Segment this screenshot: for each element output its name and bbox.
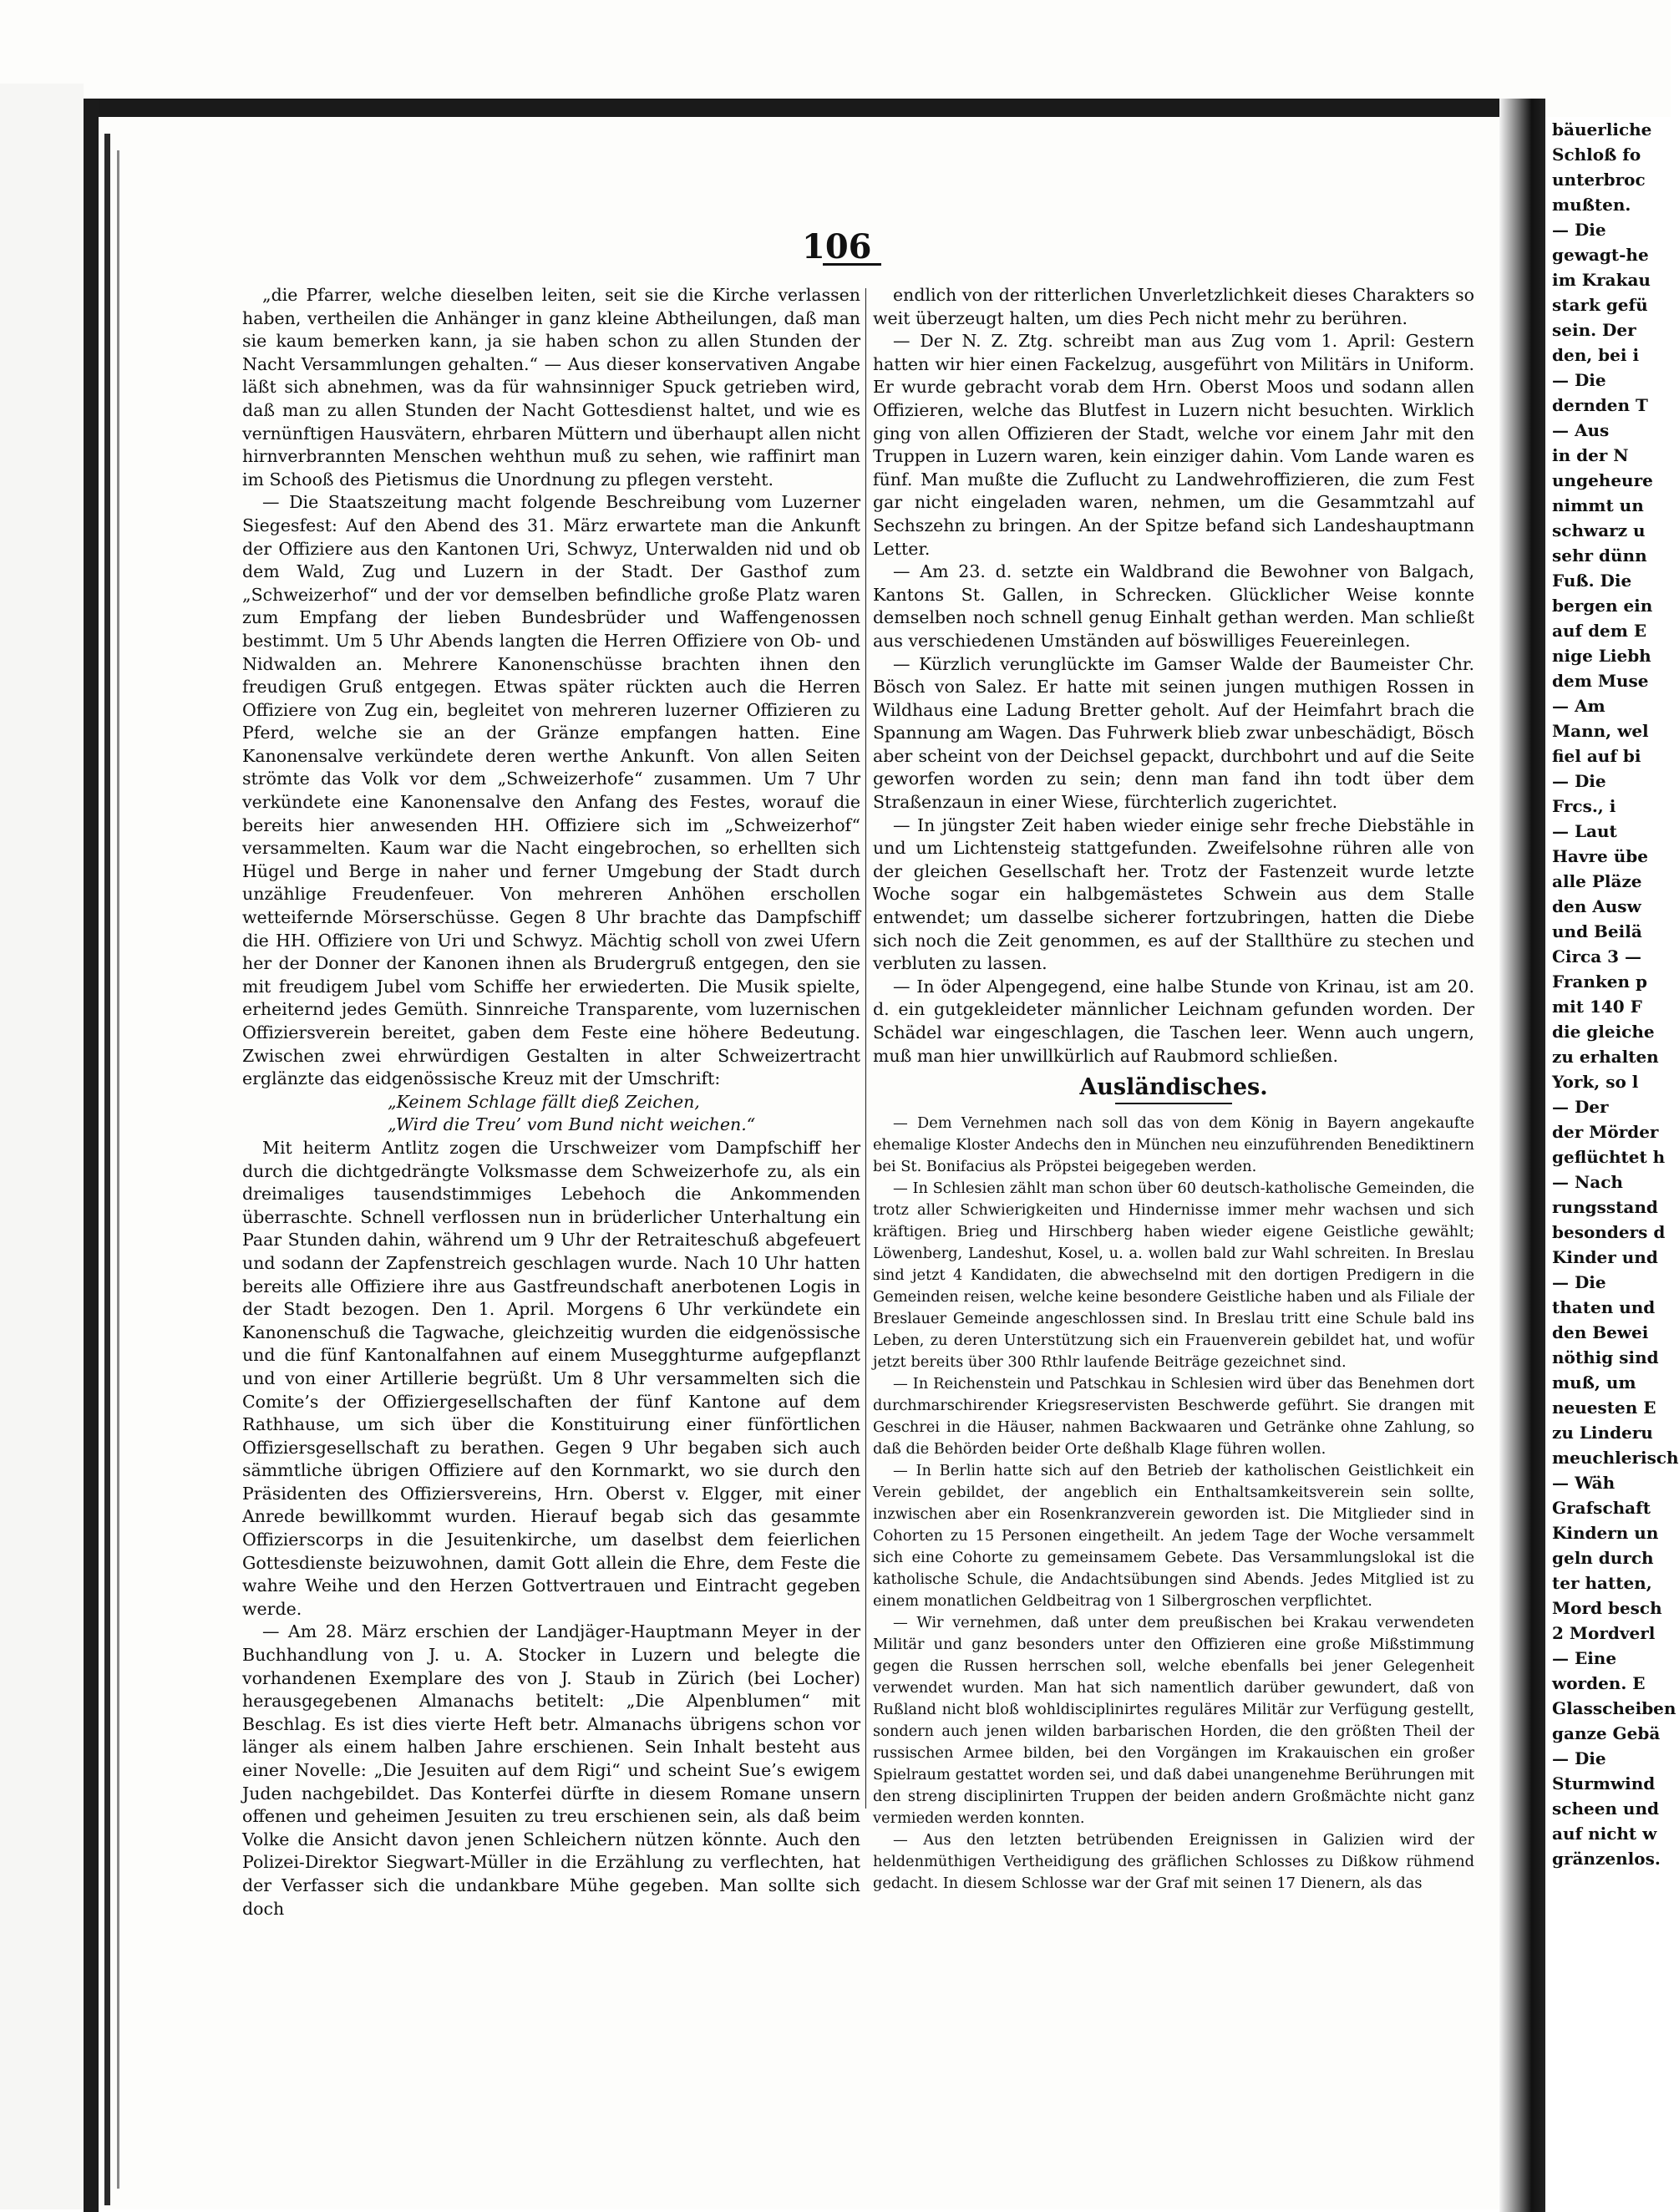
right-page-line: Fuß. Die — [1552, 571, 1632, 591]
right-page-line: thaten und — [1552, 1297, 1656, 1317]
right-page-line: — Die — [1552, 220, 1606, 240]
right-page-line: geflüchtet h — [1552, 1147, 1666, 1167]
right-page-line: unterbroc — [1552, 170, 1646, 190]
right-page-line: Mord besch — [1552, 1598, 1662, 1618]
right-page-line: — Die — [1552, 370, 1606, 390]
paragraph: — Die Staatszeitung macht folgende Beschreibung vom Luzerner Siegesfest: Auf den Abend des 31. März erwartete man die Ankunft der Offiziere aus den Kantonen Uri, Schwyz, Unterwalden nid und ob dem Wald, Zug und Luzern in der Stadt. Der Gasthof zum „Schweizerhof“ und der vor demselben befindliche große Platz waren zum Empfang der lieben Bundesbrüder und Waffengenossen bestimmt. Um 5 Uhr Abends langten die Herren Offiziere von Ob- und Nidwalden an. Mehrere Kanonenschüsse brachten ihnen den freudigen Gruß entgegen. Etwas später rückten auch die Herren Offiziere von Zug ein, begleitet von mehreren luzerner Offizieren zu Pferd, welche sie an der Gränze empfangen hatten. Eine Kanonensalve verkündete deren werthe Ankunft. Von allen Seiten strömte das Volk vor dem „Schweizerhofe“ zusammen. Um 7 Uhr verkündete eine Kanonensalve den Anfang des Festes, worauf die bereits hier anwesenden HH. Offiziere sich im „Schweizerhof“ versammelten. Kaum war die Nacht eingebrochen, so erhellten sich Hügel und Berge in naher und ferner Umgebung der Stadt durch unzählige Freudenfeuer. Von mehreren Anhöhen erschollen wetteifernde Mörserschüsse. Gegen 8 Uhr brachte das Dampfschiff die HH. Offiziere von Uri und Schwyz. Mächtig scholl von zwei Ufern her der Donner der Kanonen ihnen als Brudergruß entgegen, den sie mit freudigem Jubel vom Schiffe her erwiederten. Die Musik spielte, erheiternd jedes Gemüth. Sinnreiche Transparente, vom luzernischen Offiziersverein bereitet, gaben dem Feste eine höhere Bedeutung. Zwischen zwei ehrwürdigen Gestalten in alter Schweizertracht erglänzte das eidgenössische Kreuz mit der Umschrift: — [242, 492, 860, 1089]
right-page-line: ungeheure — [1552, 470, 1653, 490]
right-page-line: zu Linderu — [1552, 1423, 1653, 1443]
paragraph: — In öder Alpengegend, eine halbe Stunde von Krinau, ist am 20. d. ein gutgekleideter männlicher Leichnam gefunden worden. Der Schädel war eingeschlagen, die Taschen leer. Wenn auch ungern, muß man hier unwillkürlich auf Raubmord schließen. — [873, 976, 1474, 1066]
right-page-line: Kindern un — [1552, 1523, 1659, 1543]
right-page-line: alle Pläze — [1552, 871, 1642, 891]
right-page-line: York, so l — [1552, 1072, 1639, 1092]
right-page-line: ganze Gebä — [1552, 1723, 1661, 1743]
book-gutter — [1499, 99, 1545, 2212]
right-page-line: Frcs., i — [1552, 796, 1616, 816]
right-page-line: bäuerliche — [1552, 119, 1652, 140]
section-rule — [1115, 1103, 1232, 1104]
paragraph: — Am 23. d. setzte ein Waldbrand die Bewohner von Balgach, Kantons St. Gallen, in Schrecken. Glücklicher Weise konnte demselben noch schnell genug Einhalt gethan werden. Man schließt aus verschiedenen Umständen auf böswilliges Feuereinlegen. — [873, 561, 1474, 651]
right-page-line: Grafschaft — [1552, 1498, 1651, 1518]
right-page-line: — Der — [1552, 1097, 1609, 1117]
paragraph: — Wir vernehmen, daß unter dem preußischen bei Krakau verwendeten Militär und ganz besonders unter den Offizieren eine große Mißstimmung gegen die Russen herrschen soll, welche ebenfalls bei jener Gelegenheit verwendet wurden. Man hat sich namentlich darüber gewundert, daß von Rußland nicht bloß wohldisciplinirtes reguläres Militär zur Verfügung gestellt, sondern auch jenen wilden barbarischen Horden, die den größten Theil der russischen Armee bilden, bei den Vorgängen im Krakauischen ein großer Spielraum gestattet worden sei, und daß dabei unangenehme Berührungen mit den streng disciplinirten Truppen der beiden andern Großmächte nicht ganz vermieden werden konnten. — [873, 1613, 1474, 1827]
right-page-line: den Bewei — [1552, 1322, 1649, 1342]
right-page-line: in der N — [1552, 445, 1629, 465]
page-edge-line — [117, 150, 119, 2189]
right-page-line: bergen ein — [1552, 596, 1653, 616]
right-page-line: im Krakau — [1552, 270, 1651, 290]
right-page-line: nige Liebh — [1552, 646, 1651, 666]
verse-line: „Wird die Treu’ vom Bund nicht weichen.“ — [388, 1114, 756, 1135]
paragraph: — Aus den letzten betrübenden Ereignissen in Galizien wird der heldenmüthigen Vertheidigung des gräflichen Schlosses zu Dißkow rühmend gedacht. In diesem Schlosse war der Graf mit seinen 17 Dienern, als das — [873, 1830, 1474, 1892]
right-page-line: zu erhalten — [1552, 1047, 1659, 1067]
right-page-line: 2 Mordverl — [1552, 1623, 1656, 1643]
right-page-line: fiel auf bi — [1552, 746, 1641, 766]
right-page-line: Glasscheiben — [1552, 1698, 1676, 1718]
column-right — [873, 284, 1474, 1905]
paragraph: endlich von der ritterlichen Unverletzlichkeit dieses Charakters so weit überzeugt halten, um dies Pech nicht mehr zu berühren. — [873, 285, 1474, 328]
verse-line: „Keinem Schlage fällt dieß Zeichen, — [388, 1091, 700, 1112]
right-page-line: auf dem E — [1552, 621, 1647, 641]
right-page-line: Sturmwind — [1552, 1773, 1656, 1793]
right-page-line: Circa 3 — — [1552, 946, 1642, 966]
right-page-line: der Mörder — [1552, 1122, 1659, 1142]
paragraph: — Am 28. März erschien der Landjäger-Hauptmann Meyer in der Buchhandlung von J. u. A. Stocker in Luzern und belegte die vorhandenen Exemplare des von J. Staub in Zürich (bei Locher) herausgegebenen Almanachs betitelt: „Die Alpenblumen“ mit Beschlag. Es ist dies vierte Heft betr. Almanachs übrigens schon vor länger als einem halben Jahre erschienen. Sein Inhalt besteht aus einer Novelle: „Die Jesuiten auf dem Rigi“ und scheint Sue’s ewigem Juden nachgebildet. Das Konterfei dürfte in diesem Romane unsern offenen und geheimen Jesuiten zu treu erschienen sein, als daß beim Volke die Ansicht davon jenen Schleichern nützen könnte. Auch den Polizei-Direktor Siegwart-Müller in die Erzählung zu verflechten, hat der Verfasser sich die undankbare Mühe gegeben. Man sollte sich doch — [242, 1621, 860, 1919]
right-page-line: rungsstand — [1552, 1197, 1658, 1217]
right-page-line: auf nicht w — [1552, 1824, 1657, 1844]
paragraph: — Dem Vernehmen nach soll das von dem König in Bayern angekaufte ehemalige Kloster Andechs den in München neu einzuführenden Benediktinern bei St. Bonifacius als Pröpstei beigegeben werden. — [873, 1114, 1474, 1175]
right-page-line: — Am — [1552, 696, 1605, 716]
right-page-line: muß, um — [1552, 1372, 1636, 1393]
right-page-line: den, bei i — [1552, 345, 1640, 365]
right-page-line: sein. Der — [1552, 320, 1636, 340]
right-page-line: — Laut — [1552, 821, 1617, 841]
right-page-line: Kinder und — [1552, 1247, 1658, 1267]
paragraph: „die Pfarrer, welche dieselben leiten, seit sie die Kirche verlassen haben, vertheilen die Anhänger in ganz kleine Abtheilungen, daß man sie kaum bemerken kann, ja sie haben schon zu allen Stunden der Nacht Versammlungen gehalten.“ — Aus dieser konservativen Angabe läßt sich abnehmen, was da für wahnsinniger Spuck getrieben wird, daß man zu allen Stunden der Nacht Gottesdienst haltet, und wie es vernünftigen Hausvätern, ehrbaren Müttern und überhaupt allen nicht hirnverbrannten Menschen wehthun muß zu sehen, wie raffinirt man im Schooß des Pietismus die Unordnung zu pflegen versteht. — [242, 285, 860, 490]
right-page-line: gränzenlos. — [1552, 1849, 1661, 1869]
paragraph: — Der N. Z. Ztg. schreibt man aus Zug vom 1. April: Gestern hatten wir hier einen Fackelzug, ausgeführt von Militärs in Uniform. Er wurde gebracht vorab dem Hrn. Oberst Moos und sodann allen Offizieren, welche das Blutfest in Luzern nicht besuchten. Wirklich ging von allen Offizieren der Stadt, welche vor einem Jahr mit den Truppen in Luzern waren, kein einziger dahin. Vom Lande waren es fünf. Man mußte die Zuflucht zu Landwehroffizieren, die zum Fest gar nicht eingeladen waren, nehmen, um die Gesammtzahl auf Sechszehn zu bringen. An der Spitze befand sich Landeshauptmann Letter. — [873, 331, 1474, 559]
right-page-line: mit 140 F — [1552, 997, 1642, 1017]
right-page-line: meuchlerisch — [1552, 1448, 1679, 1468]
right-page-line: Franken p — [1552, 972, 1647, 992]
right-page-lines — [1545, 117, 1679, 1871]
right-page-line: Havre übe — [1552, 846, 1648, 866]
page-edge-line — [104, 134, 110, 2205]
right-page-line: dem Muse — [1552, 671, 1649, 691]
right-page-line: mußten. — [1552, 195, 1631, 215]
paragraph: — In Berlin hatte sich auf den Betrieb der katholischen Geistlichkeit ein Verein gebildet, der angeblich ein Enthaltsamkeitsverein sein sollte, inzwischen aber ein Rosenkranzverein geworden ist. Die Mitglieder sind in Cohorten zu 15 Personen eingetheilt. An jedem Tage der Woche versammelt sich eine Cohorte zu gemeinsamem Gebete. Das Versammlungslokal ist die katholische Schule, die Andachtsübungen sind Abends. Jedes Mitglied ist zu einem monatlichen Geldbeitrag von 1 Silbergroschen verpflichtet. — [873, 1461, 1474, 1610]
top-edge-shadow — [84, 99, 1545, 117]
right-page-line: schwarz u — [1552, 520, 1646, 540]
right-page-line: scheen und — [1552, 1799, 1659, 1819]
foreign-news — [873, 1113, 1474, 1895]
paragraph: — In Schlesien zählt man schon über 60 deutsch-katholische Gemeinden, die trotz aller Schwierigkeiten und Hindernisse immer mehr wachsen und sich kräftigen. Brieg und Hirschberg haben wieder eigene Geistliche gewählt; Löwenberg, Landeshut, Kosel, u. a. wollen bald zur Wahl schreiten. In Breslau sind jetzt 4 Kandidaten, die abwechselnd mit den dortigen Predigern in die Gemeinden reisen, welche keine besondere Geistliche haben und als Filiale der Breslauer Gemeinde angeschlossen sind. In Breslau tritt eine Schule bald ins Leben, zu deren Unterstützung sich ein Frauenverein gebildet hat, und wofür jetzt bereits über 300 Rthlr laufende Beiträge gezeichnet sind. — [873, 1179, 1474, 1371]
right-page-line: und Beilä — [1552, 921, 1642, 941]
right-page-line: — Die — [1552, 771, 1606, 791]
right-page-line: neuesten E — [1552, 1398, 1656, 1418]
right-page-line: — Die — [1552, 1272, 1606, 1292]
right-page-line: gewagt-he — [1552, 245, 1649, 265]
right-page-line: — Die — [1552, 1748, 1606, 1768]
column-left — [242, 284, 860, 1919]
right-page-line: — Aus — [1552, 420, 1610, 440]
left-page-edge — [84, 99, 99, 2212]
right-page-line: — Wäh — [1552, 1473, 1616, 1493]
right-page-line: sehr dünn — [1552, 545, 1647, 566]
right-page-line: — Nach — [1552, 1172, 1623, 1192]
right-page-line: ter hatten, — [1552, 1573, 1652, 1593]
right-page-line: Schloß fo — [1552, 145, 1641, 165]
page-number: 106 — [802, 227, 872, 266]
column-divider — [865, 288, 866, 1809]
right-page-line: nimmt un — [1552, 495, 1644, 515]
right-page-line: geln durch — [1552, 1548, 1654, 1568]
right-page-line: — Eine — [1552, 1648, 1617, 1668]
paragraph: — Kürzlich verunglückte im Gamser Walde der Baumeister Chr. Bösch von Salez. Er hatte mit seinen jungen muthigen Rossen in Wildhaus eine Ladung Bretter geholt. Auf der Heimfahrt brach die Spannung am Wagen. Das Fuhrwerk blieb zwar unbeschädigt, Bösch aber scheint von der Deichsel gepackt, durchbohrt und auf die Seite geworfen worden zu sein; denn man fand ihn todt über dem Straßenzaun in einer Wiese, fürchterlich zugerichtet. — [873, 653, 1474, 813]
right-page-line: besonders d — [1552, 1222, 1666, 1242]
right-page-line: Mann, wel — [1552, 721, 1649, 741]
page-number-rule — [823, 263, 881, 266]
right-page-line: nöthig sind — [1552, 1347, 1659, 1367]
right-page-line: stark gefü — [1552, 295, 1648, 315]
paragraph: — In jüngster Zeit haben wieder einige sehr freche Diebstähle in und um Lichtensteig stattgefunden. Zweifelsohne rühren alle von der gleichen Gesellschaft her. Trotz der Fastenzeit wurde letzte Woche sogar ein halbgemästetes Schwein aus dem Stalle entwendet; um dasselbe sicherer fortzubringen, hatten die Diebe sich noch die Zeit genommen, es auf der Stallthüre zu stechen und verbluten zu lassen. — [873, 814, 1474, 974]
paragraph: Mit heiterm Antlitz zogen die Urschweizer vom Dampfschiff her durch die dichtgedrängte Volksmasse dem Schweizerhofe zu, als ein dreimaliges tausendstimmiges Lebehoch die Ankommenden überraschte. Schnell verflossen nun in brüderlicher Unterhaltung ein Paar Stunden dahin, während um 9 Uhr der Retraiteschuß abgefeuert und sodann der Zapfenstreich geschlagen wurde. Nach 10 Uhr hatten bereits alle Offiziere ihre aus Gastfreundschaft anerbotenen Logis in der Stadt bezogen. Den 1. April. Morgens 6 Uhr verkündete ein Kanonenschuß die Tagwache, gleichzeitig wurden die eidgenössische und die fünf Kantonalfahnen auf einem Musegghturme aufgepflanzt und von einer Artillerie begrüßt. Um 8 Uhr versammelten sich die Comite’s der Offiziergesellschaften der fünf Kantone auf dem Rathhause, um sich über die Konstituirung einer fünförtlichen Offiziersgesellschaft zu berathen. Gegen 9 Uhr begaben sich auch sämmtliche übrigen Offiziere auf den Kornmarkt, wo sie durch den Präsidenten des Offiziersvereins, Hrn. Oberst v. Elgger, mit einer Anrede bewillkommt wurden. Hierauf begab sich das gesammte Offizierscorps in die Jesuitenkirche, um daselbst dem feierlichen Gottesdienste beizuwohnen, damit Gott allein die Ehre, dem Feste die wahre Weihe und den Herzen Gottvertrauen und Eintracht gegeben werde. — [242, 1137, 860, 1619]
right-page-line: die gleiche — [1552, 1022, 1655, 1042]
right-page-line: den Ausw — [1552, 896, 1641, 916]
section-heading: Ausländisches. — [1079, 1074, 1268, 1101]
right-page-fragment — [1545, 117, 1679, 2209]
right-page-line: dernden T — [1552, 395, 1648, 415]
right-page-line: worden. E — [1552, 1673, 1646, 1693]
binding-margin — [0, 84, 84, 2209]
paragraph: — In Reichenstein und Patschkau in Schlesien wird über das Benehmen dort durchmarschirender Kriegsreservisten Beschwerde geführt. Sie drangen mit Geschrei in die Häuser, nahmen Backwaaren und Getränke ohne Zahlung, so daß die Behörden beider Orte deßhalb Klage führen wollen. — [873, 1374, 1474, 1458]
